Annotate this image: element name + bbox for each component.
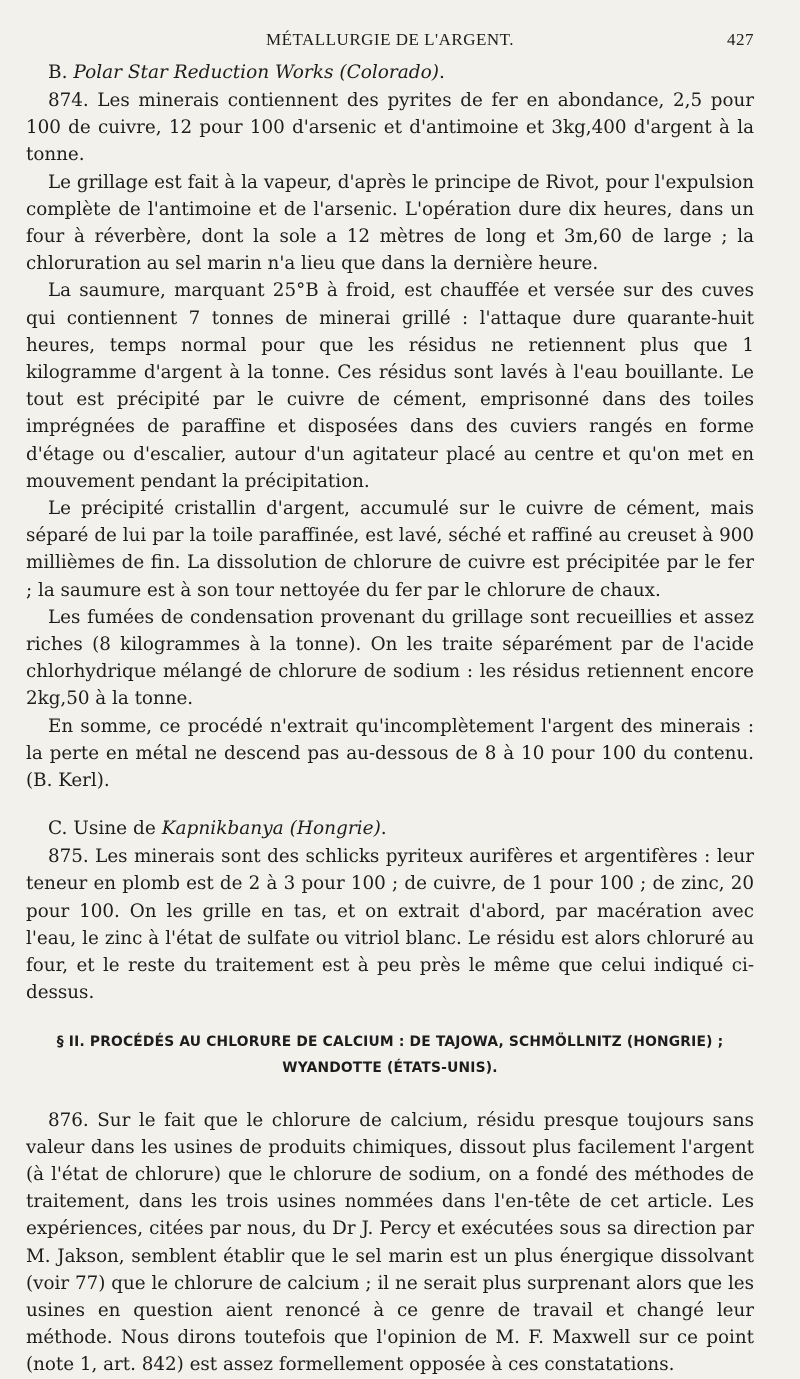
section-c-label: C. Usine de: [48, 818, 156, 840]
paragraph-875: 875. Les minerais sont des schlicks pyriteux aurifères et argentifères : leur teneur en plomb est de 2 à 3 pour 100 ; de cuivre, de 1 pour 100 ; de zinc, 20 pour 100. On les grille en tas, et on extrait d'abord, par macération avec l'eau, le zinc à l'état de sulfate ou vitriol blanc. Le résidu est alors chloruré au four, et le reste du traitement est à peu près le même que celui indiqué ci-dessus.: [26, 846, 754, 1004]
section-b-name: Polar Star Reduction Works: [73, 62, 334, 83]
paragraph-brine: La saumure, marquant 25°B à froid, est chauffée et versée sur des cuves qui contiennent 7 tonnes de minerai grillé : l'attaque dure quarante-huit heures, temps normal pour que les résidus ne retiennent plus que 1 kilogramme d'argent à la tonne. Ces résidus sont lavés à l'eau bouillante. Le tout est précipité par le cuivre de cément, emprisonné dans des toiles imprégnées de paraffine et disposées dans des cuviers rangés en forme d'étage ou d'escalier, autour d'un agitateur placé au centre et qu'on met en mouvement pendant la précipitation.: [26, 280, 754, 492]
paragraph-summary: En somme, ce procédé n'extrait qu'incomplètement l'argent des minerais : la perte en métal ne descend pas au-dessous de 8 à 10 pour 100 du contenu. (B. Kerl).: [26, 715, 754, 792]
paragraph-roasting: Le grillage est fait à la vapeur, d'après le principe de Rivot, pour l'expulsion complète de l'antimoine et de l'arsenic. L'opération dure dix heures, dans un four à réverbère, dont la sole a 12 mètres de long et 3m,60 de large ; la chloruration au sel marin n'a lieu que dans la dernière heure.: [26, 171, 754, 275]
section-b-region: Colorado: [346, 62, 432, 83]
section-c-heading: C. Usine de Kapnikbanya (Hongrie).: [48, 818, 387, 840]
running-title: MÉTALLURGIE DE L'ARGENT.: [265, 30, 515, 49]
section-b-heading: B. Polar Star Reduction Works (Colorado).: [48, 62, 445, 83]
paragraph-876: 876. Sur le fait que le chlorure de calcium, résidu presque toujours sans valeur dans les usines de produits chimiques, dissout plus facilement l'argent (à l'état de chlorure) que le chlorure de sodium, on a fondé des méthodes de traitement, dans les trois usines nommées dans l'en-tête de cet article. Les expériences, citées par nous, du Dr J. Percy et exécutées sous sa direction par M. Jakson, semblent établir que le sel marin est un plus énergique dissolvant (voir 77) que le chlorure de calcium ; il ne serait plus surprenant alors que les usines en question aient renoncé à ce genre de travail et changé leur méthode. Nous dirons toutefois que l'opinion de M. F. Maxwell sur ce point (note 1, art. 842) est assez formellement opposée à ces constatations.: [26, 1109, 754, 1376]
paragraph-precipitate: Le précipité cristallin d'argent, accumulé sur le cuivre de cément, mais séparé de lui par la toile paraffinée, est lavé, séché et raffiné au creuset à 900 millièmes de fin. La dissolution de chlorure de cuivre est précipitée par le fer ; la saumure est à son tour nettoyée du fer par le chlorure de chaux.: [26, 498, 754, 601]
paragraph-874: 874. Les minerais contiennent des pyrites de fer en abondance, 2,5 pour 100 de cuivre, 12 pour 100 d'arsenic et d'antimoine et 3kg,400 d'argent à la tonne.: [26, 90, 754, 166]
page-number: 427: [727, 30, 754, 49]
document-page: [26, 30, 754, 1379]
section-c-region: Hongrie: [296, 818, 374, 840]
running-header: [26, 30, 754, 58]
paragraph-fumes: Les fumées de condensation provenant du grillage sont recueillies et assez riches (8 kilogrammes à la tonne). On les traite séparément par de l'acide chlorhydrique mélangé de chlorure de sodium : les résidus retiennent encore 2kg,50 à la tonne.: [26, 606, 754, 710]
section-c-name: Kapnikbanya: [161, 818, 284, 840]
section-ii-heading: § II. PROCÉDÉS AU CHLORURE DE CALCIUM : DE TAJOWA, SCHMÖLLNITZ (HONGRIE) ; WYANDOTTE (ÉTATS-UNIS).: [56, 1033, 724, 1076]
section-b-label: B.: [48, 62, 68, 83]
